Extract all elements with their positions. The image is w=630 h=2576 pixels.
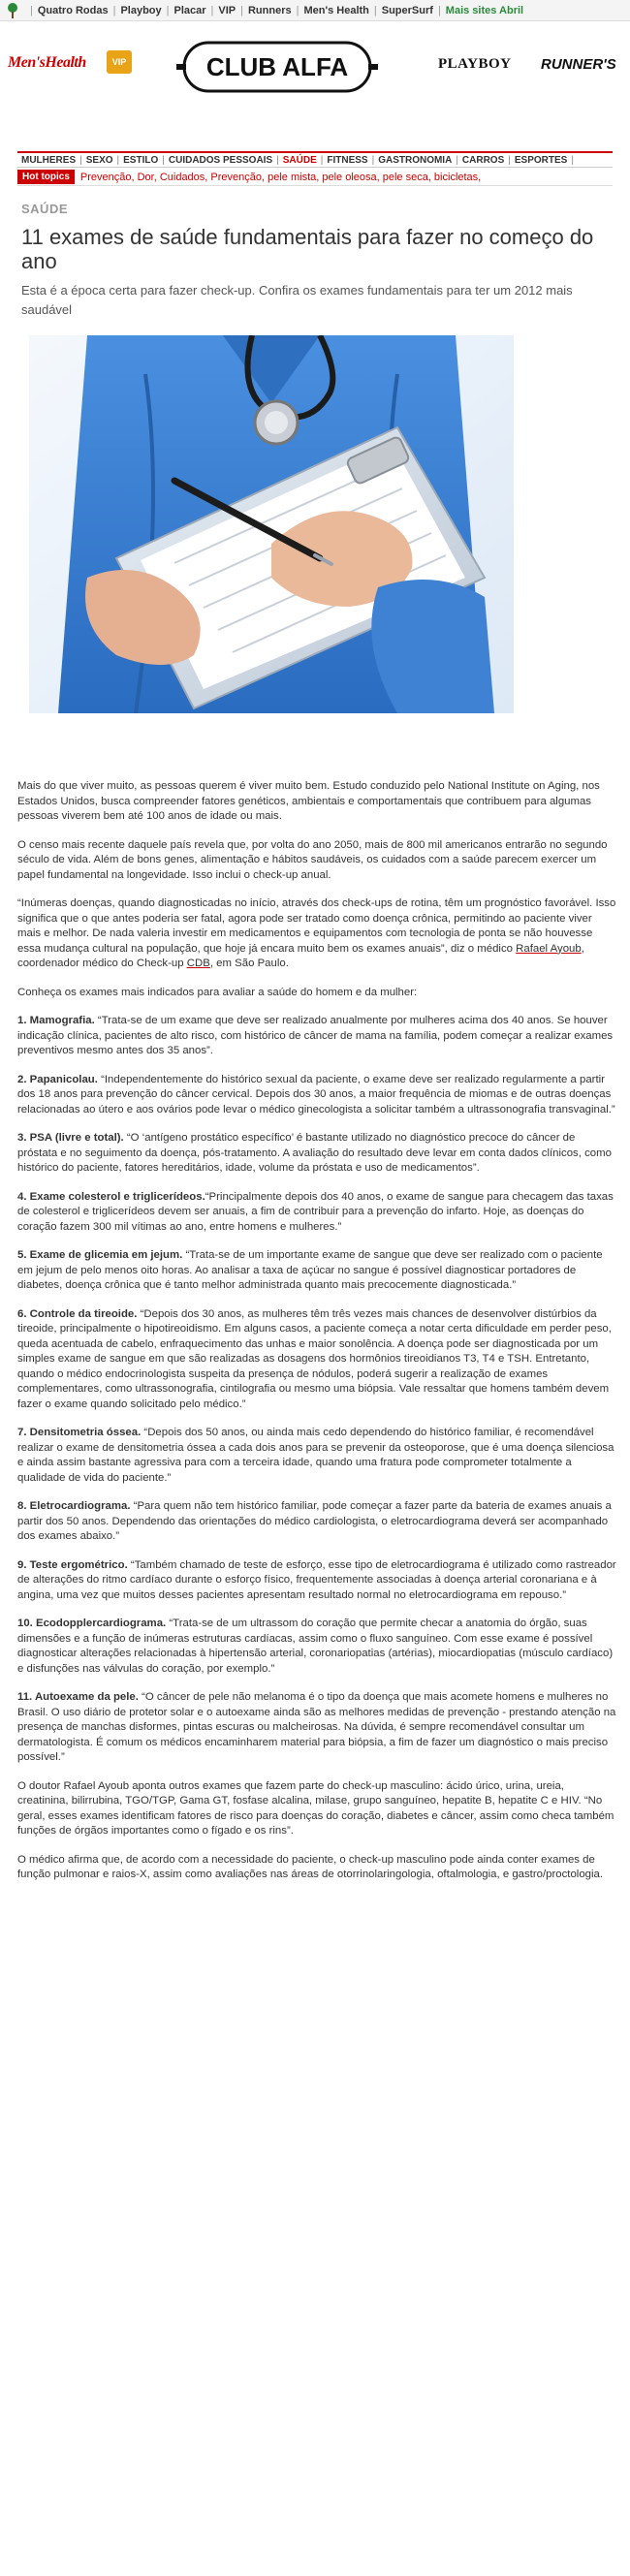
exam-item: 11. Autoexame da pele. “O câncer de pele não melanoma é o tipo da doença que mais acomete homens e mulheres no Brasil. O uso diário de protetor solar e o autoexame ainda são as melhores medidas de prevenção - prestando atenção na presença de manchas disformes, pintas escuras ou malcheirosas. Na dúvida, é sempre recomendável consultar um dermatologista. É comum os médicos encaminharem material para biópsia, a fim de fazer um diagnóstico o mais preciso possível.”	[17, 1691, 616, 1763]
exam-item: 7. Densitometria óssea. “Depois dos 50 anos, ou ainda mais cedo dependendo do histórico familiar, é recomendável realizar o exame de densitometria óssea a cada dois anos para se prevenir da osteoporose, que é uma doença silenciosa e ainda assim bastante agressiva para com a terceira idade, quando uma fratura pode comprometer totalmente a qualidade de vida do paciente.”	[17, 1427, 614, 1484]
paragraph-closing: O médico afirma que, de acordo com a necessidade do paciente, o check-up masculino pode ainda conter exames de função pulmonar e raios-X, assim como avaliações nas áreas de otorrinolaringologia, oftalmologia, e gastro/proctologia.	[17, 1853, 604, 1880]
network-link-quatro-rodas[interactable]: Quatro Rodas	[37, 4, 109, 16]
link-rafael-ayoub[interactable]: Rafael Ayoub	[516, 942, 582, 955]
vip-logo[interactable]: VIP	[107, 50, 132, 74]
section-label: SAÚDE	[21, 202, 69, 216]
exam-title: 11. Autoexame da pele.	[17, 1691, 139, 1703]
article-body	[17, 779, 616, 1897]
nav-item-saude[interactable]: SAÚDE	[282, 154, 317, 166]
exam-title: 4. Exame colesterol e triglicerídeos.	[17, 1190, 205, 1203]
network-link-vip[interactable]: VIP	[218, 4, 236, 16]
paragraph-quote: “Inúmeras doenças, quando diagnosticadas no início, através dos check-ups de rotina, têm um prognóstico favorável. Isso significa que o que antes poderia ser fatal, agora pode ser tratado como doença crônica, permitindo ao paciente viver mais e melhor. De nada valeria investir em medicamentos e equipamentos com tecnologia de ponta se não houvesse essa mudança cultural na população, que hoje já encara muito bem os exames anuais”, diz o médico Rafael Ayoub, coordenador médico do Check-up CDB, em São Paulo.	[17, 897, 616, 969]
exam-item: 3. PSA (livre e total). “O ‘antígeno prostático específico’ é bastante utilizado no diagnóstico precoce do câncer de próstata e no seguimento da doença, pós-tratamento. A avaliação do resultado deve levar em conta dados clínicos, como histórico do paciente, fatores hereditários, idade, volume da próstata e uso de medicamentos”.	[17, 1132, 612, 1174]
exam-item: 5. Exame de glicemia em jejum. “Trata-se de um importante exame de sangue que deve ser realizado com o paciente em jejum de pelo menos oito horas. Ao analisar a taxa de açúcar no sangue é possível diagnosticar portadores de diabetes, doença crônica que é tanto melhor administrada quanto mais precocemente diagnosticada.”	[17, 1249, 603, 1291]
article-subtitle: Esta é a época certa para fazer check-up. Confira os exames fundamentais para ter um 2012 mais saudável	[21, 283, 573, 317]
exam-title: 6. Controle da tireoide.	[17, 1307, 138, 1320]
clubalfa-wordmark: CLUB ALFA	[205, 52, 349, 81]
exam-title: 5. Exame de glicemia em jejum.	[17, 1249, 183, 1261]
doctor-clipboard-image	[29, 335, 514, 713]
exam-item: 2. Papanicolau. “Independentemente do histórico sexual da paciente, o exame deve ser realizado regularmente a partir dos 18 anos para prevenção do câncer cervical. Depois dos 30 anos, a maior frequência de miomas e de outras doenças relacionadas ao útero e aos ovários pode levar o médico ginecologista a solicitar também a ultrassonografia transvaginal.”	[17, 1073, 615, 1115]
paragraph-intro: Mais do que viver muito, as pessoas querem é viver muito bem. Estudo conduzido pelo National Institute on Aging, nos Estados Unidos, busca compreender fatores genéticos, ambientais e comportamentais que contribuem para algumas pessoas viverem bem até 100 anos de idade ou mais.	[17, 780, 600, 822]
exam-title: 3. PSA (livre e total).	[17, 1132, 124, 1144]
network-bar: | Quatro Rodas | Playboy | Placar | VIP | Runners | Men's Health | SuperSurf | Mais sites Abril	[0, 0, 630, 21]
exam-title: 8. Eletrocardiograma.	[17, 1500, 131, 1512]
nav-item-mulheres[interactable]: MULHERES	[21, 154, 77, 166]
network-link-placar[interactable]: Placar	[173, 4, 206, 16]
article-title: 11 exames de saúde fundamentais para fazer no começo do ano	[21, 225, 594, 273]
more-sites-link[interactable]: Mais sites Abril	[445, 4, 524, 16]
nav-item-carros[interactable]: CARROS	[461, 154, 505, 166]
link-cdb[interactable]: CDB	[186, 958, 210, 969]
runners-logo[interactable]: RUNNER'S	[541, 56, 616, 73]
network-link-menshealth[interactable]: Men's Health	[303, 4, 369, 16]
nav-divider	[17, 167, 613, 168]
menshealth-logo[interactable]: Men'sHealth	[8, 54, 86, 71]
brand-header	[0, 21, 630, 116]
paragraph-lead-in: Conheça os exames mais indicados para avaliar a saúde do homem e da mulher:	[17, 986, 418, 998]
exam-item: 8. Eletrocardiograma. “Para quem não tem histórico familiar, pode começar a fazer parte da bateria de exames anuais a partir dos 50 anos. Dependendo das orientações do médico cardiologista, o eletrocardiograma deverá ser acompanhado dos exames abaixo.”	[17, 1500, 612, 1542]
paragraph-census: O censo mais recente daquele país revela que, por volta do ano 2050, mais de 800 mil americanos entrarão no segundo século de vida. Além de bons genes, alimentação e hábitos saudáveis, os cuidados com a saúde parecem exercer um papel fundamental na longevidade. Isso inclui o check-up anual.	[17, 838, 608, 881]
clubalfa-logo[interactable]	[174, 39, 380, 95]
exam-item: 6. Controle da tireoide. “Depois dos 30 anos, as mulheres têm três vezes mais chances de desenvolver distúrbios da tireoide, principalmente o hipotireoidismo. Em alguns casos, a paciente começa a notar certa dificuldade em perder peso, queda acentuada de cabelo, enfraquecimento das unhas e maior sonolência. A doença pode ser diagnosticada por um simples exame de sangue em que são realizadas as dosagens dos hormônios tireoidianos T3, T4 e TSH. Entretanto, quando o médico endocrinologista suspeita da presença de nódulos, poderá sugerir a realização de exames complementares, como ultrassonografia, cintilografia ou mesmo uma biópsia. Vale ressaltar que homens também devem fazer o exame quando solicitado pelo médico.”	[17, 1307, 612, 1410]
exam-item: 10. Ecodopplercardiograma. “Trata-se de um ultrassom do coração que permite checar a anatomia do órgão, suas dimensões e a função de inúmeras estruturas cardíacas, assim como o fluxo sanguíneo. Com esse exame é possível diagnosticar alterações relacionadas à hipertensão arterial, coronariopatias (artérias), miocardiopatias (músculo cardíaco) e disfunções nas válvulas do coração, por exemplo.”	[17, 1618, 614, 1675]
nav-item-fitness[interactable]: FITNESS	[327, 154, 368, 166]
nav-item-gastronomia[interactable]: GASTRONOMIA	[378, 154, 453, 166]
network-link-playboy[interactable]: Playboy	[120, 4, 162, 16]
exam-item: 9. Teste ergométrico. “Também chamado de teste de esforço, esse tipo de eletrocardiograma é utilizado como rastreador de alterações do ritmo cardíaco durante o esforço físico, frequentemente associadas à doença arterial coronariana e à angina, uma vez que muitos desses pacientes apresentam resultado normal no eletrocardiograma em repouso.”	[17, 1558, 616, 1601]
hot-topics-bar	[17, 169, 613, 186]
exam-item: 1. Mamografia. “Trata-se de um exame que deve ser realizado anualmente por mulheres acima dos 40 anos. Se houver indicação clínica, pacientes de alto risco, com histórico de câncer de mama na família, podem começar a realizar exames preventivos mesmo antes dos 35 anos”.	[17, 1015, 614, 1056]
abril-tree-icon[interactable]	[4, 2, 21, 19]
exam-title: 7. Densitometria óssea.	[17, 1427, 142, 1438]
hot-topics-links[interactable]: Prevenção, Dor, Cuidados, Prevenção, pele mista, pele oleosa, pele seca, bicicletas,	[79, 171, 482, 183]
exam-item: 4. Exame colesterol e triglicerídeos.“Principalmente depois dos 40 anos, o exame de sangue para checagem das taxas de colesterol e triglicerídeos devem ser anuais, a fim de contribuir para a prevenção do infarto. Hoje, as doenças do coração fazem 300 mil vítimas ao ano, entre homens e mulheres.”	[17, 1190, 614, 1233]
category-nav: MULHERES | SEXO | ESTILO | CUIDADOS PESSOAIS | SAÚDE | FITNESS | GASTRONOMIA | CARROS | ESPORTES |	[17, 151, 613, 167]
nav-item-cuidados-pessoais[interactable]: CUIDADOS PESSOAIS	[168, 154, 273, 166]
exam-title: 1. Mamografia.	[17, 1015, 95, 1026]
nav-item-sexo[interactable]: SEXO	[85, 154, 113, 166]
paragraph-other-exams: O doutor Rafael Ayoub aponta outros exames que fazem parte do check-up masculino: ácido úrico, urina, ureia, creatinina, bilirrubina, TGO/TGP, Gama GT, fosfase alcalina, milase, grupo sanguíneo, hepatite B, hepatite C e HIV. “No geral, esses exames identificam fatores de risco para doenças do coração, diabetes e câncer, assim como checa também funções de órgãos importantes como o fígado e os rins”.	[17, 1779, 614, 1837]
network-link-supersurf[interactable]: SuperSurf	[381, 4, 433, 16]
exam-title: 9. Teste ergométrico.	[17, 1558, 128, 1571]
nav-item-estilo[interactable]: ESTILO	[123, 154, 159, 166]
nav-item-esportes[interactable]: ESPORTES	[514, 154, 568, 166]
exam-title: 10. Ecodopplercardiograma.	[17, 1618, 167, 1629]
exam-title: 2. Papanicolau.	[17, 1073, 98, 1085]
network-link-runners[interactable]: Runners	[247, 4, 292, 16]
hot-topics-label: Hot topics	[17, 170, 75, 184]
playboy-logo[interactable]: PLAYBOY	[438, 56, 512, 72]
